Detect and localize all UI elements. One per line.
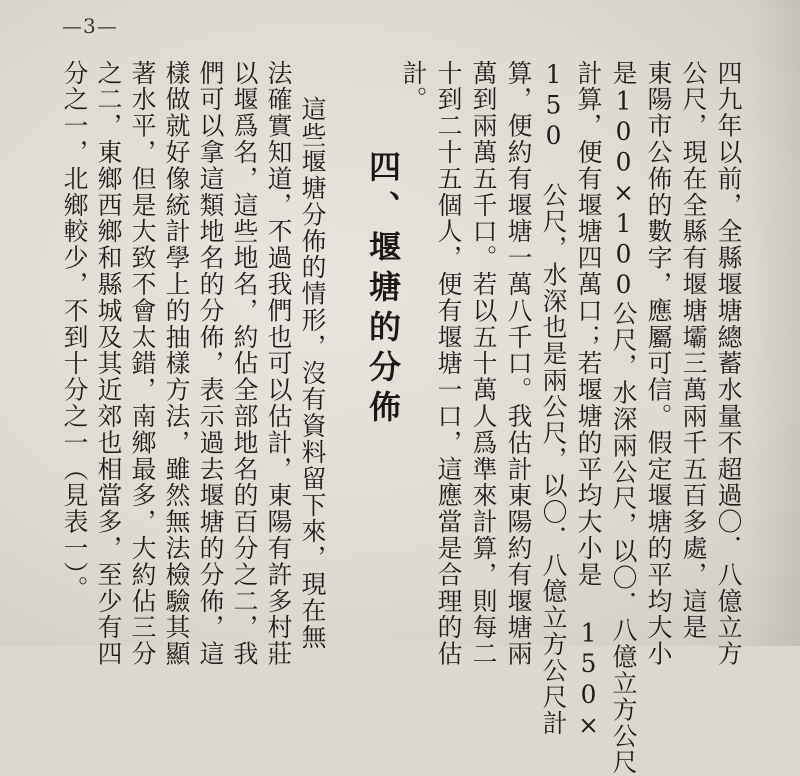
text-column-14: 們可以拿這類地名的分佈，表示過去堰塘的分佈，這 bbox=[196, 60, 225, 668]
section-heading: 四、堰塘的分佈 bbox=[364, 150, 402, 430]
text-column-11: 這些堰塘分佈的情形，沒有資料留下來，現在無 bbox=[298, 96, 327, 651]
text-column-1: 四九年以前，全縣堰塘總蓄水量不超過〇．八億立方 bbox=[714, 60, 743, 668]
text-column-5: 計算，便有堰塘四萬口；若堰塘的平均大小是 150× bbox=[574, 60, 603, 741]
text-column-17: 之二，東鄉西鄉和縣城及其近郊也相當多，至少有四 bbox=[94, 60, 123, 668]
text-column-7: 算，便約有堰塘一萬八千口。我估計東陽約有堰塘兩 bbox=[504, 60, 533, 668]
text-column-16: 著水平，但是大致不會太錯，南鄉最多，大約佔三分 bbox=[128, 60, 157, 668]
text-column-18: 分之一，北鄉較少，不到十分之一（見表一）。 bbox=[60, 60, 89, 602]
text-column-9: 十到二十五個人，便有堰塘一口，這應當是合理的估 bbox=[434, 60, 463, 668]
text-column-15: 樣做就好像統計學上的抽樣方法，雖然無法檢驗其顯 bbox=[162, 60, 191, 668]
page-number: —3— bbox=[62, 14, 118, 38]
text-column-6: 150 公尺，水深也是兩公尺，以〇．八億立方公尺計 bbox=[539, 60, 568, 737]
text-column-2: 公尺，現在全縣有堰塘壩三萬兩千五百多處，這是 bbox=[679, 60, 708, 641]
text-column-10: 計。 bbox=[399, 60, 428, 113]
page-edge-shadow bbox=[750, 0, 800, 646]
text-column-13: 以堰爲名，這些地名，約佔全部地名的百分之二，我 bbox=[230, 60, 259, 668]
text-column-4: 是100×100公尺，水深兩公尺，以〇．八億立方公尺 bbox=[609, 60, 638, 776]
text-column-8: 萬到兩萬五千口。若以五十萬人爲準來計算，則每二 bbox=[469, 60, 498, 668]
text-column-3: 東陽市公佈的數字，應屬可信。假定堰塘的平均大小 bbox=[644, 60, 673, 668]
text-column-12: 法確實知道，不過我們也可以估計，東陽有許多村莊 bbox=[264, 60, 293, 668]
